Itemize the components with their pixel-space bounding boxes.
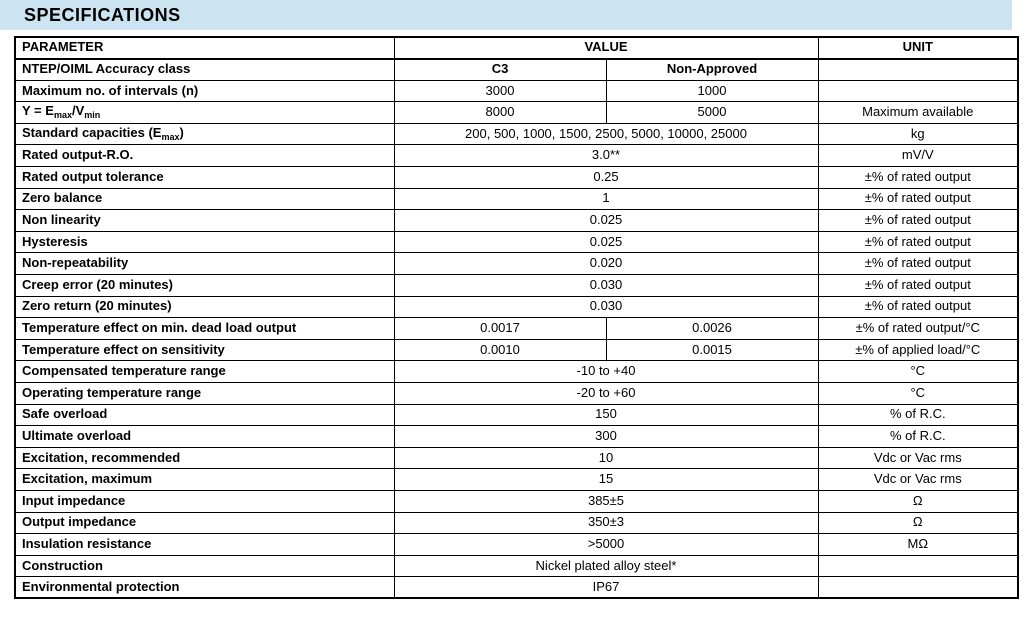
value-cell: C3 bbox=[394, 59, 606, 81]
value-cell: 0.0015 bbox=[606, 339, 818, 361]
unit-cell: ±% of rated output bbox=[818, 275, 1018, 297]
unit-cell: ±% of rated output bbox=[818, 188, 1018, 210]
unit-cell: MΩ bbox=[818, 534, 1018, 556]
value-cell: 3000 bbox=[394, 80, 606, 102]
unit-cell bbox=[818, 577, 1018, 599]
table-row bbox=[15, 490, 1018, 512]
table-row bbox=[15, 167, 1018, 189]
parameter-cell: Non-repeatability bbox=[15, 253, 394, 275]
parameter-cell: Safe overload bbox=[15, 404, 394, 426]
table-row bbox=[15, 253, 1018, 275]
value-cell: 0.25 bbox=[394, 167, 818, 189]
unit-cell: Vdc or Vac rms bbox=[818, 447, 1018, 469]
value-cell: 15 bbox=[394, 469, 818, 491]
unit-cell: ±% of rated output/°C bbox=[818, 318, 1018, 340]
unit-cell bbox=[818, 80, 1018, 102]
table-row bbox=[15, 210, 1018, 232]
unit-cell: Vdc or Vac rms bbox=[818, 469, 1018, 491]
page-title: SPECIFICATIONS bbox=[24, 4, 181, 25]
table-row bbox=[15, 80, 1018, 102]
table-row bbox=[15, 59, 1018, 81]
table-row bbox=[15, 447, 1018, 469]
column-header-unit: UNIT bbox=[818, 37, 1018, 59]
table-row bbox=[15, 404, 1018, 426]
table-row bbox=[15, 318, 1018, 340]
table-row bbox=[15, 577, 1018, 599]
value-cell: 3.0** bbox=[394, 145, 818, 167]
parameter-cell: Standard capacities $(E_{max})$ bbox=[15, 123, 394, 145]
parameter-cell: Rated output-R.O. bbox=[15, 145, 394, 167]
unit-cell: Ω bbox=[818, 512, 1018, 534]
parameter-cell: Excitation, recommended bbox=[15, 447, 394, 469]
parameter-cell: Construction bbox=[15, 555, 394, 577]
column-header-parameter: PARAMETER bbox=[15, 37, 394, 59]
parameter-cell: Environmental protection bbox=[15, 577, 394, 599]
table-row bbox=[15, 102, 1018, 124]
table-row bbox=[15, 145, 1018, 167]
value-cell: 1 bbox=[394, 188, 818, 210]
value-cell: 0.0017 bbox=[394, 318, 606, 340]
unit-cell: % of R.C. bbox=[818, 404, 1018, 426]
value-cell: 0.020 bbox=[394, 253, 818, 275]
parameter-cell: Zero balance bbox=[15, 188, 394, 210]
table-row bbox=[15, 469, 1018, 491]
parameter-cell: Compensated temperature range bbox=[15, 361, 394, 383]
table-row bbox=[15, 296, 1018, 318]
value-cell: 0.025 bbox=[394, 231, 818, 253]
value-cell: 350±3 bbox=[394, 512, 818, 534]
unit-cell bbox=[818, 59, 1018, 81]
unit-cell: Maximum available bbox=[818, 102, 1018, 124]
unit-cell: ±% of rated output bbox=[818, 253, 1018, 275]
parameter-cell: Ultimate overload bbox=[15, 426, 394, 448]
parameter-cell: Hysteresis bbox=[15, 231, 394, 253]
value-cell: 1000 bbox=[606, 80, 818, 102]
table-row bbox=[15, 123, 1018, 145]
unit-cell: ±% of rated output bbox=[818, 167, 1018, 189]
parameter-cell: Rated output tolerance bbox=[15, 167, 394, 189]
parameter-cell: $Y = E_{max}/V_{min}$ bbox=[15, 102, 394, 124]
value-cell: 0.030 bbox=[394, 296, 818, 318]
parameter-cell: Non linearity bbox=[15, 210, 394, 232]
table-row bbox=[15, 555, 1018, 577]
unit-cell: ±% of applied load/°C bbox=[818, 339, 1018, 361]
value-cell: 150 bbox=[394, 404, 818, 426]
parameter-cell: Zero return (20 minutes) bbox=[15, 296, 394, 318]
value-cell: 200, 500, 1000, 1500, 2500, 5000, 10000, 25000 bbox=[394, 123, 818, 145]
value-cell: 0.0026 bbox=[606, 318, 818, 340]
parameter-cell: Excitation, maximum bbox=[15, 469, 394, 491]
parameter-cell: NTEP/OIML Accuracy class bbox=[15, 59, 394, 81]
table-row bbox=[15, 383, 1018, 405]
table-row bbox=[15, 188, 1018, 210]
value-cell: 300 bbox=[394, 426, 818, 448]
value-cell: 0.0010 bbox=[394, 339, 606, 361]
value-cell: 0.030 bbox=[394, 275, 818, 297]
table-row bbox=[15, 339, 1018, 361]
parameter-cell: Operating temperature range bbox=[15, 383, 394, 405]
value-cell: -10 to +40 bbox=[394, 361, 818, 383]
value-cell: >5000 bbox=[394, 534, 818, 556]
value-cell: IP67 bbox=[394, 577, 818, 599]
table-body bbox=[15, 59, 1018, 599]
section-banner bbox=[0, 0, 1012, 30]
table-row bbox=[15, 231, 1018, 253]
unit-cell bbox=[818, 555, 1018, 577]
value-cell: 0.025 bbox=[394, 210, 818, 232]
value-cell: -20 to +60 bbox=[394, 383, 818, 405]
unit-cell: ±% of rated output bbox=[818, 231, 1018, 253]
table-row bbox=[15, 512, 1018, 534]
unit-cell: mV/V bbox=[818, 145, 1018, 167]
value-cell: 10 bbox=[394, 447, 818, 469]
parameter-cell: Input impedance bbox=[15, 490, 394, 512]
table-row bbox=[15, 275, 1018, 297]
unit-cell: % of R.C. bbox=[818, 426, 1018, 448]
table-row bbox=[15, 534, 1018, 556]
value-cell: 5000 bbox=[606, 102, 818, 124]
value-cell: Non-Approved bbox=[606, 59, 818, 81]
unit-cell: °C bbox=[818, 361, 1018, 383]
value-cell: 8000 bbox=[394, 102, 606, 124]
unit-cell: °C bbox=[818, 383, 1018, 405]
unit-cell: Ω bbox=[818, 490, 1018, 512]
specifications-table bbox=[14, 36, 1019, 599]
parameter-cell: Maximum no. of intervals (n) bbox=[15, 80, 394, 102]
unit-cell: ±% of rated output bbox=[818, 210, 1018, 232]
table-header bbox=[15, 37, 1018, 59]
parameter-cell: Temperature effect on min. dead load output bbox=[15, 318, 394, 340]
table-row bbox=[15, 361, 1018, 383]
parameter-cell: Creep error (20 minutes) bbox=[15, 275, 394, 297]
unit-cell: kg bbox=[818, 123, 1018, 145]
value-cell: 385±5 bbox=[394, 490, 818, 512]
column-header-value: VALUE bbox=[394, 37, 818, 59]
parameter-cell: Insulation resistance bbox=[15, 534, 394, 556]
header-row bbox=[15, 37, 1018, 59]
parameter-cell: Output impedance bbox=[15, 512, 394, 534]
value-cell: Nickel plated alloy steel* bbox=[394, 555, 818, 577]
parameter-cell: Temperature effect on sensitivity bbox=[15, 339, 394, 361]
unit-cell: ±% of rated output bbox=[818, 296, 1018, 318]
table-row bbox=[15, 426, 1018, 448]
